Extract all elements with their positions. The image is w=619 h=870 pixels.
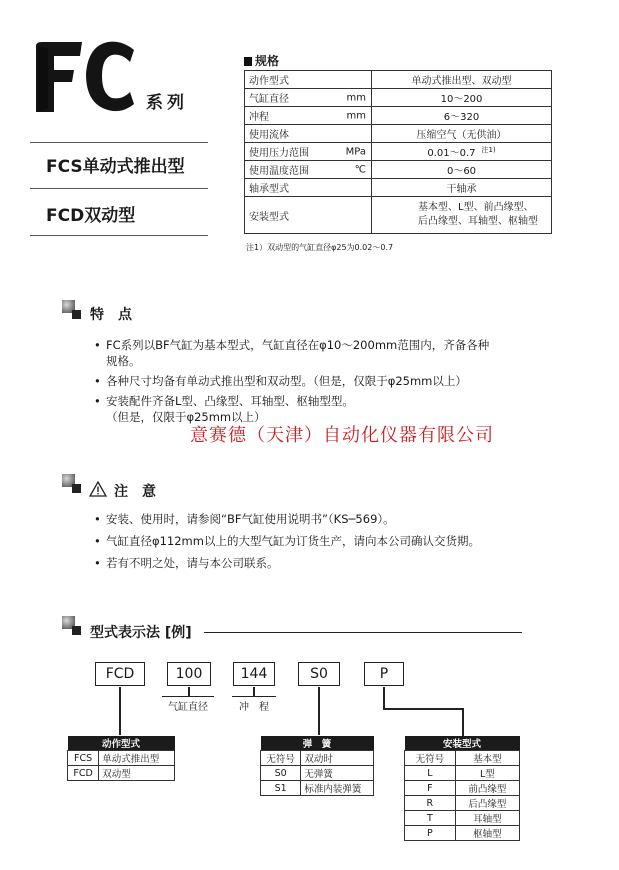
list-item: （但是，仅限于φ25mm以上） bbox=[106, 410, 266, 424]
action-type-table bbox=[67, 736, 175, 781]
spec-key: 轴承型式 bbox=[245, 179, 372, 197]
label-stroke: 冲 程 bbox=[239, 702, 269, 713]
notice-list bbox=[94, 508, 544, 574]
list-item: • 安装配件齐备L型、凸缘型、耳轴型、枢轴型型。 bbox=[94, 393, 534, 409]
table-row bbox=[245, 125, 552, 143]
table-row: 无符号 双动时 bbox=[261, 751, 374, 766]
table-row: R 后凸缘型 bbox=[405, 796, 520, 811]
label-bore: 气缸直径 bbox=[168, 702, 208, 713]
table-row bbox=[245, 89, 552, 107]
table-row: L L型 bbox=[405, 766, 520, 781]
section-marker-icon bbox=[72, 484, 81, 493]
table-row: P 枢轴型 bbox=[405, 826, 520, 841]
mount-type-table bbox=[404, 736, 520, 841]
notice-title: 注 意 bbox=[114, 484, 156, 500]
table-row bbox=[245, 161, 552, 179]
spec-footnote: 注1）双动型的气缸直径φ25为0.02～0.7 bbox=[246, 243, 394, 252]
table-row: T 耳轴型 bbox=[405, 811, 520, 826]
code-box-bore: 100 bbox=[167, 662, 211, 686]
divider bbox=[30, 142, 208, 143]
connector-line bbox=[383, 687, 385, 709]
square-bullet-icon bbox=[244, 57, 252, 66]
code-box-stroke: 144 bbox=[233, 662, 275, 686]
table-row: FCS 单动式推出型 bbox=[68, 751, 175, 766]
connector-line bbox=[383, 708, 463, 710]
code-box-mount: P bbox=[364, 662, 404, 686]
spec-value: 6～320 bbox=[372, 107, 552, 125]
list-item: • 气缸直径φ112mm以上的大型气缸为订货生产，请向本公司确认交货期。 bbox=[94, 530, 544, 552]
model-title: 型式表示法 [例] bbox=[90, 625, 192, 641]
table-header: 弹 簧 bbox=[261, 736, 374, 751]
features-list bbox=[94, 337, 534, 425]
spec-value: 单动式推出型、双动型 bbox=[372, 71, 552, 89]
series-label: 系列 bbox=[146, 93, 188, 113]
table-row bbox=[245, 179, 552, 197]
table-row bbox=[245, 107, 552, 125]
connector-line bbox=[253, 687, 255, 696]
code-box-spring: S0 bbox=[298, 662, 340, 686]
type-title-fcs: FCS单动式推出型 bbox=[46, 157, 185, 177]
spec-table bbox=[244, 70, 552, 234]
spec-value: 基本型、L型、前凸缘型、 后凸缘型、耳轴型、枢轴型 bbox=[372, 197, 552, 234]
spec-key: 安装型式 bbox=[245, 197, 372, 234]
divider bbox=[204, 632, 522, 633]
spec-key: 气缸直径 mm bbox=[245, 89, 372, 107]
connector-line bbox=[232, 696, 276, 697]
connector-line bbox=[162, 696, 214, 697]
connector-line bbox=[318, 687, 320, 735]
spec-key: 冲程 mm bbox=[245, 107, 372, 125]
list-item: • 各种尺寸均备有单动式推出型和双动型。（但是，仅限于φ25mm以上） bbox=[94, 373, 534, 389]
table-row bbox=[245, 143, 552, 161]
spec-heading: 规格 bbox=[244, 52, 279, 69]
table-row bbox=[245, 197, 552, 234]
spec-value: 0.01～0.7 $^{注1)}$ bbox=[372, 143, 552, 161]
section-marker-icon bbox=[72, 626, 81, 635]
spec-value: 10～200 bbox=[372, 89, 552, 107]
connector-line bbox=[188, 687, 190, 696]
table-row: 无符号 基本型 bbox=[405, 751, 520, 766]
spec-value: 压缩空气（无供油） bbox=[372, 125, 552, 143]
divider bbox=[30, 188, 208, 189]
table-row: S0 无弹簧 bbox=[261, 766, 374, 781]
connector-line bbox=[119, 687, 121, 735]
table-row: S1 标准内装弹簧 bbox=[261, 781, 374, 796]
connector-line bbox=[462, 708, 464, 736]
list-item: • 安装、使用时，请参阅“BF气缸使用说明书”（KS─569）。 bbox=[94, 508, 544, 530]
list-item: • 若有不明之处，请与本公司联系。 bbox=[94, 552, 544, 574]
fc-logo bbox=[30, 38, 140, 118]
table-row: FCD 双动型 bbox=[68, 766, 175, 781]
features-title: 特 点 bbox=[90, 307, 132, 323]
code-box-action: FCD bbox=[95, 662, 145, 686]
company-watermark: 意赛德（天津）自动化仪器有限公司 bbox=[190, 425, 494, 446]
spec-key: 使用流体 bbox=[245, 125, 372, 143]
table-header: 动作型式 bbox=[68, 736, 175, 751]
section-marker-icon bbox=[72, 310, 81, 319]
spec-key: 使用压力范围 MPa bbox=[245, 143, 372, 161]
table-row bbox=[245, 71, 552, 89]
list-item: 规格。 bbox=[106, 354, 141, 368]
spec-key: 使用温度范围 ℃ bbox=[245, 161, 372, 179]
spec-value: 0～60 bbox=[372, 161, 552, 179]
table-row: F 前凸缘型 bbox=[405, 781, 520, 796]
divider bbox=[30, 235, 208, 236]
spec-key: 动作型式 bbox=[245, 71, 372, 89]
warning-triangle-icon bbox=[89, 481, 107, 497]
spec-value: 干轴承 bbox=[372, 179, 552, 197]
list-item: • FC系列以BF气缸为基本型式，气缸直径在φ10～200mm范围内，齐备各种 bbox=[94, 337, 534, 353]
type-title-fcd: FCD双动型 bbox=[46, 206, 136, 226]
spring-table bbox=[260, 736, 374, 796]
table-header: 安装型式 bbox=[405, 736, 520, 751]
